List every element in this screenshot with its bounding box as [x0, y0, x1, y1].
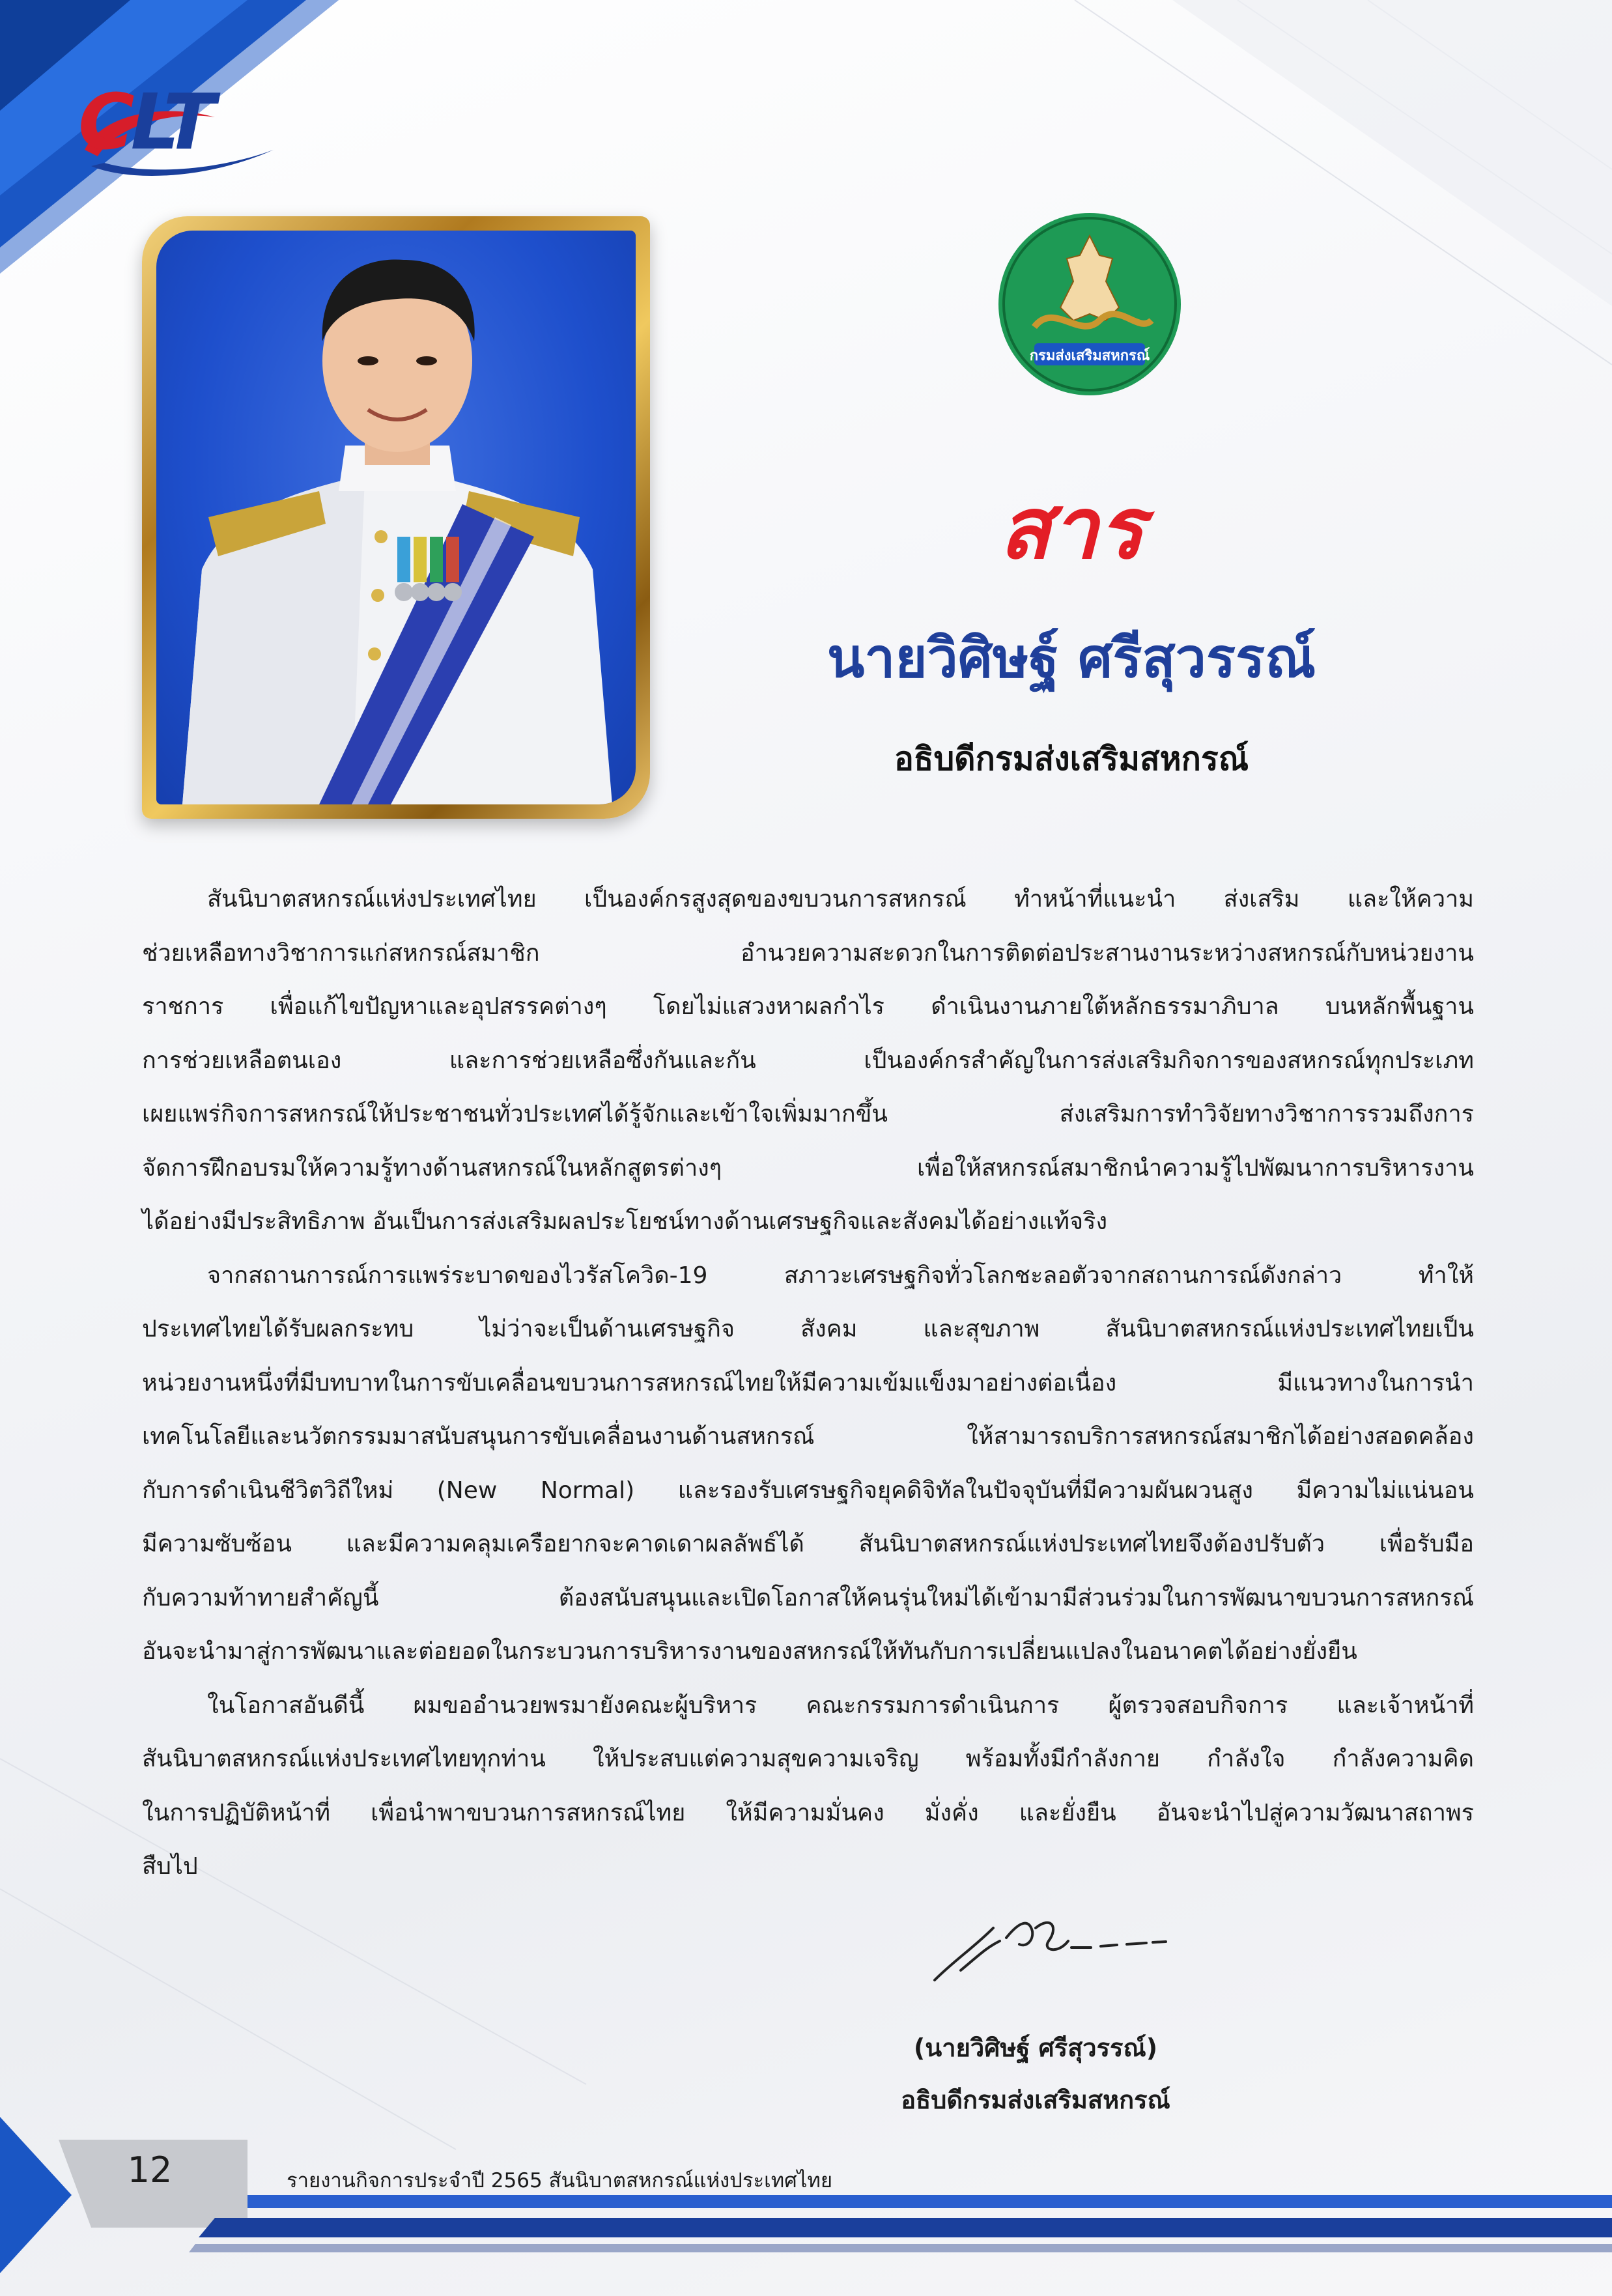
body-line: ประเทศไทยได้รับผลกระทบ ไม่ว่าจะเป็นด้านเศรษฐกิจ สังคม และสุขภาพ สันนิบาตสหกรณ์แห่งประเทศไทยเป็น	[142, 1316, 1474, 1342]
page-title: สาร	[998, 479, 1144, 578]
message-body	[142, 873, 1474, 1894]
body-line: เผยแพร่กิจการสหกรณ์ให้ประชาชนทั่วประเทศได้รู้จักและเข้าใจเพิ่มมากขึ้น ส่งเสริมการทำวิจัยทางวิชาการรวมถึงการ	[142, 1101, 1474, 1127]
body-line: ได้อย่างมีประสิทธิภาพ อันเป็นการส่งเสริมผลประโยชน์ทางด้านเศรษฐกิจและสังคมได้อย่างแท้จริง	[142, 1208, 1108, 1235]
clt-logo	[78, 78, 293, 189]
body-line: จัดการฝึกอบรมให้ความรู้ทางด้านสหกรณ์ในหลักสูตรต่างๆ เพื่อให้สหกรณ์สมาชิกนำความรู้ไปพัฒนาการบริหารงาน	[142, 1154, 1474, 1182]
logo-wordmark: CLT	[78, 77, 212, 167]
footer-title: รายงานกิจการประจำปี 2565 สันนิบาตสหกรณ์แห่งประเทศไทย	[287, 2169, 833, 2192]
body-line: กับการดำเนินชีวิตวิถีใหม่ (New Normal) และรองรับเศรษฐกิจยุคดิจิทัลในปัจจุบันที่มีความผันผวนสูง มีความไม่แน่นอน	[142, 1477, 1474, 1504]
body-line: สันนิบาตสหกรณ์แห่งประเทศไทยทุกท่าน ให้ประสบแต่ความสุขความเจริญ พร้อมทั้งมีกำลังกาย กำลังใจ กำลังความคิด	[142, 1746, 1474, 1772]
body-line: ช่วยเหลือทางวิชาการแก่สหกรณ์สมาชิก อำนวยความสะดวกในการติดต่อประสานงานระหว่างสหกรณ์กับหน่วยงาน	[142, 939, 1474, 967]
page-number: 12	[127, 2149, 173, 2190]
body-line: การช่วยเหลือตนเอง และการช่วยเหลือซึ่งกันและกัน เป็นองค์กรสำคัญในการส่งเสริมกิจการของสหกรณ์ทุกประเภท	[142, 1047, 1474, 1074]
signatory-name: (นายวิศิษฐ์ ศรีสุวรรณ์)	[913, 2034, 1158, 2062]
body-line: อันจะนำมาสู่การพัฒนาและต่อยอดในกระบวนการบริหารงานของสหกรณ์ให้ทันกับการเปลี่ยนแปลงในอนาคตได้อย่างยั่งยืน	[142, 1638, 1357, 1665]
body-line: จากสถานการณ์การแพร่ระบาดของไวรัสโควิด-19 สภาวะเศรษฐกิจทั่วโลกชะลอตัวจากสถานการณ์ดังกล่าว ทำให้	[207, 1262, 1474, 1289]
portrait-photo	[156, 231, 636, 804]
author-name: นายวิศิษฐ์ ศรีสุวรรณ์	[827, 626, 1316, 690]
body-line: มีความซับซ้อน และมีความคลุมเครือยากจะคาดเดาผลลัพธ์ได้ สันนิบาตสหกรณ์แห่งประเทศไทยจึงต้องปรับตัว เพื่อรับมือ	[142, 1531, 1474, 1557]
seal-label: กรมส่งเสริมสหกรณ์	[1029, 348, 1150, 364]
signature	[922, 1902, 1176, 2000]
body-line: ในโอกาสอันดีนี้ ผมขออำนวยพรมายังคณะผู้บริหาร คณะกรรมการดำเนินการ ผู้ตรวจสอบกิจการ และเจ้าหน้าที่	[207, 1692, 1474, 1719]
body-line: สันนิบาตสหกรณ์แห่งประเทศไทย เป็นองค์กรสูงสุดของขบวนการสหกรณ์ ทำหน้าที่แนะนำ ส่งเสริม และให้ความ	[207, 886, 1474, 913]
body-line: กับความท้าทายสำคัญนี้ ต้องสนับสนุนและเปิดโอกาสให้คนรุ่นใหม่ได้เข้ามามีส่วนร่วมในการพัฒนาขบวนการสหกรณ์	[142, 1584, 1474, 1611]
author-position: อธิบดีกรมส่งเสริมสหกรณ์	[894, 740, 1249, 778]
body-line: ราชการ เพื่อแก้ไขปัญหาและอุปสรรคต่างๆ โดยไม่แสวงหาผลกำไร ดำเนินงานภายใต้หลักธรรมาภิบาล บนหลักพื้นฐาน	[142, 993, 1474, 1020]
body-line: หน่วยงานหนึ่งที่มีบทบาทในการขับเคลื่อนขบวนการสหกรณ์ไทยให้มีความเข้มแข็งมาอย่างต่อเนื่อง มีแนวทางในการนำ	[142, 1369, 1474, 1396]
signatory-position: อธิบดีกรมส่งเสริมสหกรณ์	[901, 2086, 1170, 2114]
cpd-seal	[995, 210, 1184, 399]
body-line: สืบไป	[142, 1853, 198, 1880]
body-line: ในการปฏิบัติหน้าที่ เพื่อนำพาขบวนการสหกรณ์ไทย ให้มีความมั่นคง มั่งคั่ง และยั่งยืน อันจะนำไปสู่ความวัฒนาสถาพร	[142, 1799, 1474, 1826]
portrait-frame	[142, 216, 650, 819]
body-line: เทคโนโลยีและนวัตกรรมมาสนับสนุนการขับเคลื่อนงานด้านสหกรณ์ ให้สามารถบริการสหกรณ์สมาชิกได้อย่างสอดคล้อง	[142, 1423, 1474, 1450]
